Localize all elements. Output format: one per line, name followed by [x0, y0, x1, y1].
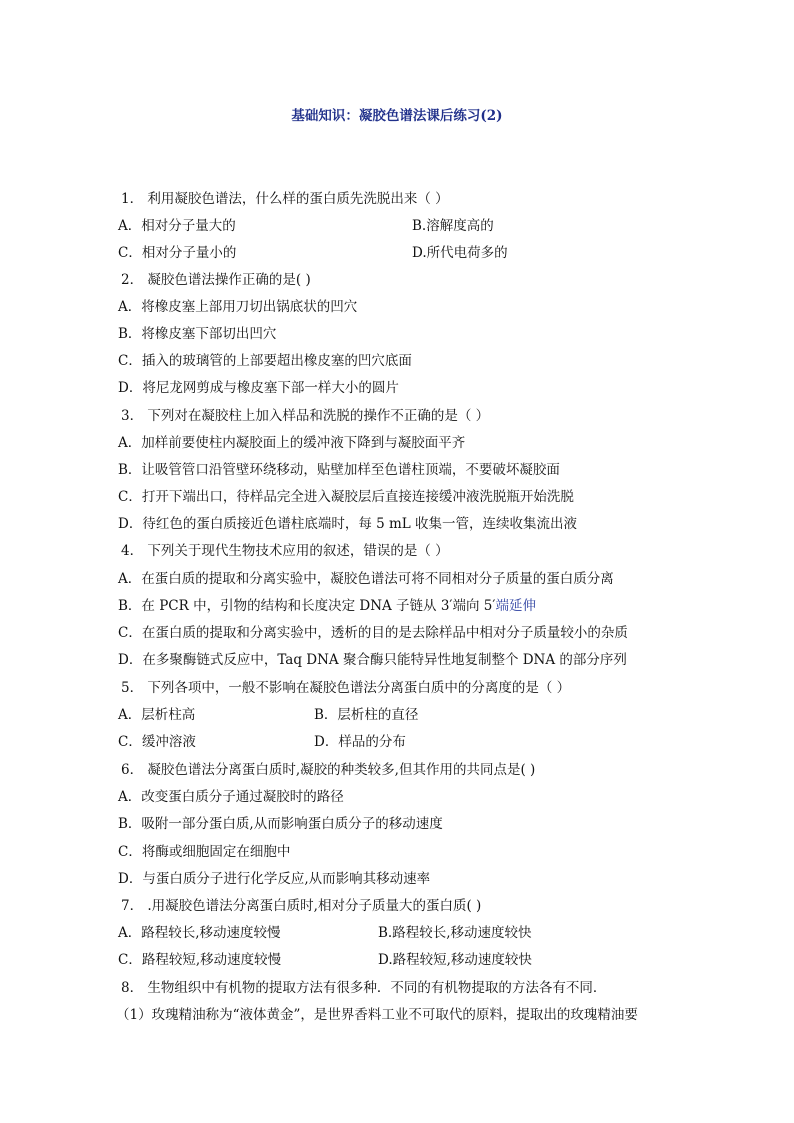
question-4-option-c: C．在蛋白质的提取和分离实验中，透析的目的是去除样品中相对分子质量较小的杂质	[118, 625, 628, 641]
question-1-stem: 1． 利用凝胶色谱法，什么样的蛋白质先洗脱出来（ ）	[121, 191, 449, 207]
question-6-option-a: A．改变蛋白质分子通过凝胶时的路径	[118, 789, 344, 805]
question-7-option-d: D.路程较短,移动速度较快	[378, 952, 532, 968]
question-5-option-d: D．样品的分布	[314, 734, 406, 750]
question-3-stem: 3． 下列对在凝胶柱上加入样品和洗脱的操作不正确的是（ ）	[121, 408, 490, 424]
question-8-stem: 8． 生物组织中有机物的提取方法有很多种．不同的有机物提取的方法各有不同．	[121, 980, 607, 996]
question-4-option-b	[118, 597, 536, 615]
question-8-part-1: （1）玫瑰精油称为“液体黄金”，是世界香料工业不可取代的原料，提取出的玫瑰精油要	[116, 1007, 638, 1023]
question-7-option-b: B.路程较长,移动速度较快	[378, 925, 532, 941]
question-6-stem: 6． 凝胶色谱法分离蛋白质时,凝胶的种类较多,但其作用的共同点是( )	[121, 762, 536, 778]
question-2-option-b: B．将橡皮塞下部切出凹穴	[118, 326, 277, 342]
question-7-option-a: A．路程较长,移动速度较慢	[118, 925, 281, 941]
question-4-option-a: A．在蛋白质的提取和分离实验中，凝胶色谱法可将不同相对分子质量的蛋白质分离	[118, 571, 614, 587]
question-1-option-d: D.所代电荷多的	[412, 245, 508, 261]
question-2-option-c: C．插入的玻璃管的上部要超出橡皮塞的凹穴底面	[118, 353, 412, 369]
question-2-option-d: D．将尼龙网剪成与橡皮塞下部一样大小的圆片	[118, 380, 399, 396]
question-4-option-d: D．在多聚酶链式反应中，Taq DNA 聚合酶只能特异性地复制整个 DNA 的部分序列	[118, 652, 627, 668]
question-3-option-d: D．待红色的蛋白质接近色谱柱底端时，每 5 mL 收集一管，连续收集流出液	[118, 516, 578, 532]
question-3-option-b: B．让吸管管口沿管壁环绕移动，贴壁加样至色谱柱顶端，不要破坏凝胶面	[118, 462, 560, 478]
question-7-stem: 7． .用凝胶色谱法分离蛋白质时,相对分子质量大的蛋白质( )	[121, 898, 482, 914]
question-4-option-b-text: B．在 PCR 中，引物的结构和长度决定 DNA 子链从 3′端向 5′	[118, 598, 496, 614]
question-6-option-c: C．将酶或细胞固定在细胞中	[118, 844, 291, 860]
question-5-option-b: B．层析柱的直径	[314, 707, 419, 723]
question-2-stem: 2． 凝胶色谱法操作正确的是( )	[121, 272, 311, 288]
question-7-option-c: C．路程较短,移动速度较慢	[118, 952, 282, 968]
question-2-option-a: A．将橡皮塞上部用刀切出锅底状的凹穴	[118, 299, 358, 315]
page-title: 基础知识：凝胶色谱法课后练习(2)	[291, 108, 503, 124]
question-5-option-c: C．缓冲溶液	[118, 734, 196, 750]
question-5-stem: 5． 下列各项中，一般不影响在凝胶色谱法分离蛋白质中的分离度的是（ ）	[121, 680, 571, 696]
question-1-option-a: A．相对分子量大的	[118, 218, 236, 234]
question-4-stem: 4． 下列关于现代生物技术应用的叙述，错误的是（ ）	[121, 543, 449, 559]
question-6-option-b: B．吸附一部分蛋白质,从而影响蛋白质分子的移动速度	[118, 816, 443, 832]
question-6-option-d: D．与蛋白质分子进行化学反应,从而影响其移动速率	[118, 871, 431, 887]
question-5-option-a: A．层析柱高	[118, 707, 196, 723]
question-1-option-c: C．相对分子量小的	[118, 245, 237, 261]
question-4-option-b-tail: 端延伸	[495, 598, 536, 614]
question-3-option-a: A．加样前要使柱内凝胶面上的缓冲液下降到与凝胶面平齐	[118, 435, 466, 451]
question-1-option-b: B.溶解度高的	[412, 218, 494, 234]
question-3-option-c: C．打开下端出口，待样品完全进入凝胶层后直接连接缓冲液洗脱瓶开始洗脱	[118, 489, 574, 505]
